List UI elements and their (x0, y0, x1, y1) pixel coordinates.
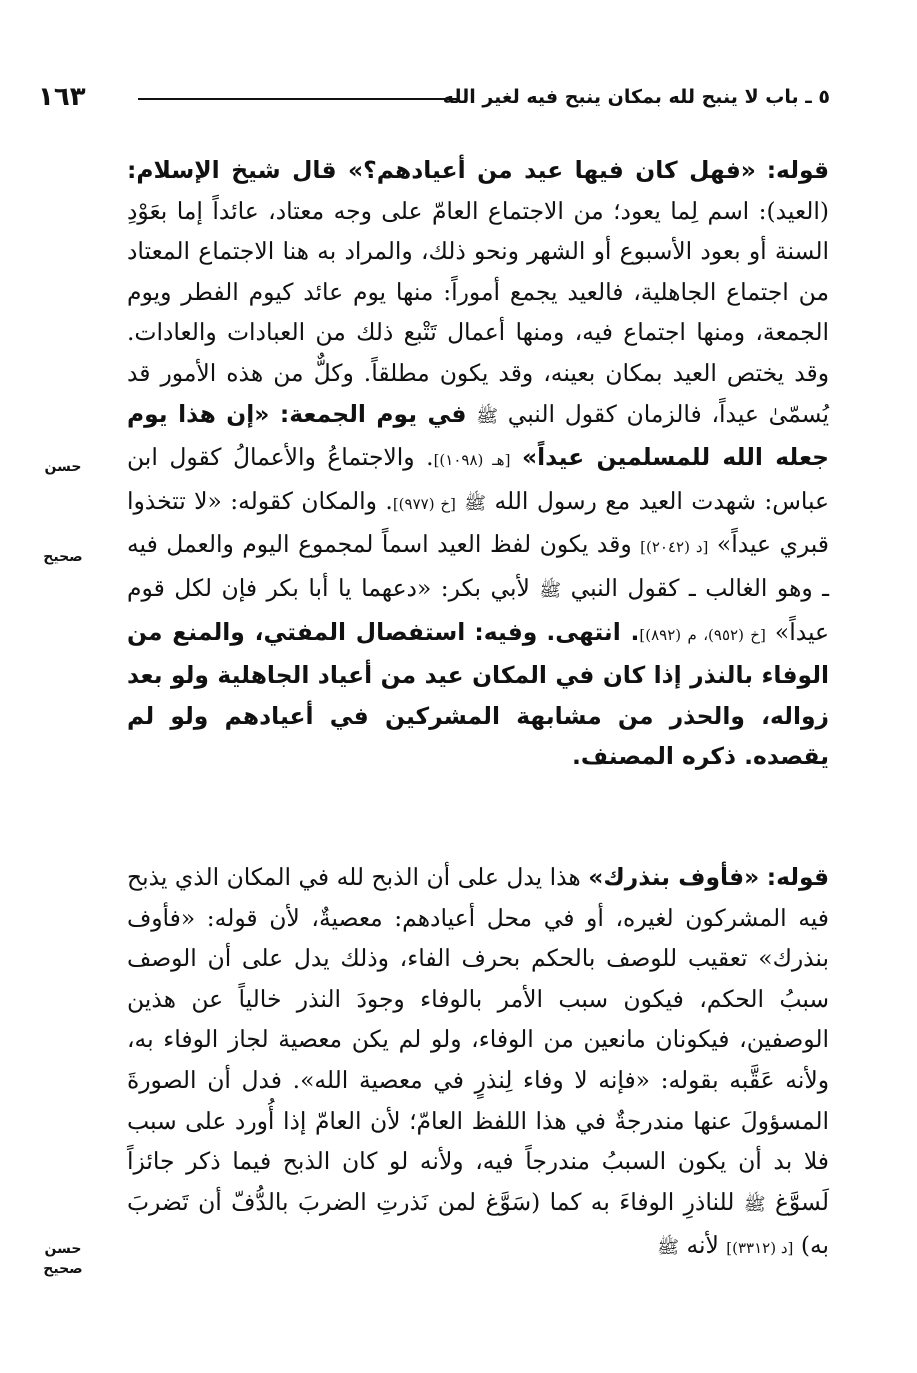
hadith-reference: [د (٣٣١٢)] (726, 1239, 794, 1258)
page-number: ١٦٣ (38, 82, 86, 112)
paragraph-nadhr (127, 857, 829, 1269)
wafihi-text: استفصال المفتي، والمنع من الوفاء بالنذر إذا كان في المكان عيد من أعياد الجاهلية ولو بعد زواله، والحذر من مشابهة المشركين في أعيادهم ولو لم يقصده. ذكره المصنف. (127, 617, 829, 771)
paragraph-nadhr-text (127, 857, 829, 1269)
qawluhu-label: قوله: (766, 156, 830, 184)
margin-grade-note: حسن (44, 1241, 82, 1257)
salawat-glyph: ﷺ (743, 1193, 766, 1215)
hadith-quote: في يوم الجمعة: «إن هذا يوم جعله الله للمسلمين عيداً» (127, 399, 830, 472)
hadith-reference: [هـ (١٠٩٨)] (433, 451, 511, 470)
hadith-reference: [خ (٩٥٢)، م (٨٩٢)] (639, 625, 766, 644)
body-text: . والاجتماعُ والأعمالُ كقول ابن عباس: شهدت العيد مع رسول الله (127, 443, 829, 515)
header-rule (138, 98, 458, 100)
salawat-glyph: ﷺ (476, 405, 498, 427)
qawluhu-label: قوله: (766, 863, 830, 891)
hadith-reference: [خ (٩٧٧)] (392, 494, 456, 513)
body-text: للناذرِ الوفاءَ به كما (سَوَّغ لمن نَذرتِ الضربَ بالدُّفّ أن تَضربَ به) (127, 1187, 829, 1260)
salawat-glyph: ﷺ (464, 492, 487, 514)
quoted-phrase: «فهل كان فيها عيد من أعيادهم؟» قال شيخ الإسلام: (127, 156, 756, 184)
chapter-title: ٥ ـ باب لا ينبح لله بمكان ينبح فيه لغير الله (442, 86, 830, 108)
hadith-reference: [د (٢٠٤٢)] (640, 538, 709, 557)
salawat-glyph: ﷺ (657, 1237, 679, 1259)
intaha-text: . انتهى. (546, 617, 640, 646)
margin-grade-note: صحيح (43, 1261, 83, 1277)
body-text: لأنه (686, 1231, 719, 1260)
paragraph-eid-text (127, 150, 829, 777)
salawat-glyph: ﷺ (539, 579, 562, 601)
paragraph-eid (127, 150, 829, 777)
body-text: (العيد): اسم لِما يعود؛ من الاجتماع العامّ على وجه معتاد، عائداً إما بعَوْدِ السنة أو بعود الأسبوع أو الشهر ونحو ذلك، والمراد به هنا الاجتماع المعتاد من اجتماع الجاهلية، فالعيد يجمع أموراً: منها يوم عائد كيوم الفطر ويوم الجمعة، ومنها اجتماع فيه، ومنها أعمال تَتْبع ذلك من العبادات والعادات. وقد يختص العيد بمكان بعينه، وقد يكون مطلقاً. وكلٌّ من هذه الأمور قد يُسمّىٰ عيداً، فالزمان كقول النبي (127, 196, 829, 428)
margin-grade-note: حسن (44, 459, 82, 475)
wafihi-label: وفيه: (474, 617, 538, 646)
quoted-phrase: «فأوف بنذرك» (588, 863, 760, 891)
body-text: وقد يكون لفظ العيد اسماً لمجموع اليوم والعمل فيه ـ وهو الغالب ـ كقول النبي (127, 530, 830, 602)
page-header (38, 80, 830, 116)
body-text: هذا يدل على أن الذبح لله في المكان الذي يذبح فيه المشركون لغيره، أو في محل أعيادهم: معصيةٌ، لأن قوله: «فأوف بنذرك» تعقيب للوصف بالحكم بحرف الفاء، وذلك يدل على أن الوصف سببُ الحكم، فيكون سبب الأمر بالوفاء وجودَ النذر خالياً عن هذين الوصفين، فيكونان مانعين من الوفاء، ولو لم يكن معصية لجاز الوفاء به، ولأنه عَقَّبه بقوله: «فإنه لا وفاء لِنذرٍ في معصية الله». فدل أن الصورةَ المسؤولَ عنها مندرجةٌ في هذا اللفظ العامّ؛ لأن العامّ إذا أُورد على سبب فلا بد أن يكون السببُ مندرجاً فيه، ولأنه لو كان الذبح فيما ذكر جائزاً لَسوَّغ (127, 863, 830, 1216)
margin-grade-note: صحيح (43, 549, 83, 565)
body-text: . والمكان كقوله: «لا تتخذوا قبري عيداً» (127, 486, 829, 559)
body-text: لأبي بكر: «دعهما يا أبا بكر فإن لكل قوم عيداً» (127, 573, 830, 646)
